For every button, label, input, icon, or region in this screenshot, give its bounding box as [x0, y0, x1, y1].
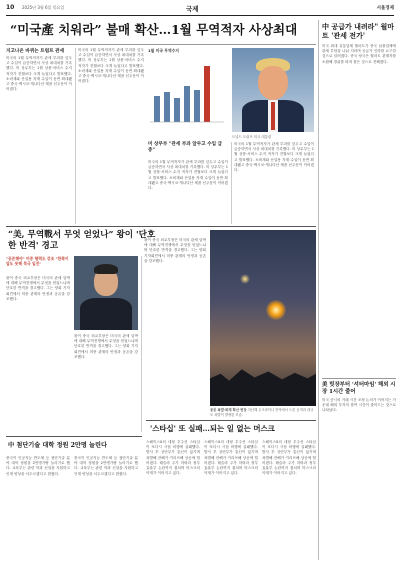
middle-headline: “美, 무역戰서 무엇 얻었나” 왕이 '단호한 반격' 경고: [8, 230, 156, 251]
right-body: 미국 최대 유통업체 월마트가 중국 납품업체에 관세 부담을 나눠 지라며 공급가 인하를 요구한 것으로 알려졌다. 중국 당국은 월마트 관계자를 소환해 경위를 따져 물은 것으로 전해졌다.: [322, 44, 396, 64]
bottom-body-col2: 스페이스X의 대형 우주선 스타십이 또다시 시험 비행에 실패했다. 발사 후 상단부가 통신이 끊기며 폭발해 잔해가 카리브해 상공에 떨어졌다. 테슬라 주가 하락과 정부효율부 논란까지 겹치며 머스크의 악재가 이어지고 있다.: [204, 440, 258, 476]
fire-glow: [266, 300, 286, 320]
explosion-caption-title: 공중 폭발·화재 확산 현장: [210, 408, 247, 412]
bottom-headline: '스타십' 또 실패…되는 일 없는 머스크: [150, 424, 275, 433]
bottom-left-body-col2: 중국이 인공지능 반도체 등 첨단기술 분야 대학 정원을 2만명가량 늘리기로 했다. 교육부는 관련 학과 신설을 지원하고 인재 양성을 서두르겠다고 밝혔다.: [74, 456, 138, 476]
middle-body-col1: 왕이 중국 외교부장은 미국의 관세 압박에 대해 무역전쟁에서 무엇을 얻었느냐며 단호한 반격을 경고했다. 그는 양회 기자회견에서 미중 관계의 안정과 공존을 강조했다.: [6, 276, 70, 301]
lead-body-col3: 미국의 1월 무역적자가 관세 부과를 앞두고 수입이 급증하면서 사상 최대치를 기록했다. 미 상무부는 1월 상품·서비스 수지 적자가 전월보다 크게 늘었다고 발표했다. 소비재와 산업용 자재 수입이 동반 확대됐고 중국·멕시코·캐나다산 제품 선주문이 이어졌다.: [148, 160, 228, 191]
right-box-body: 미국 증시의 거래 시간 조정 논의가 이어지는 가운데 해외 투자자 참여 시간이 줄어드는 것으로 나타났다.: [322, 398, 396, 413]
tie-shape: [271, 102, 275, 130]
chart-bar: [154, 96, 160, 122]
suit-shape: [80, 298, 132, 330]
lead-body-col4: 미국의 1월 무역적자가 관세 부과를 앞두고 수입이 급증하면서 사상 최대치를 기록했다. 미 상무부는 1월 상품·서비스 수지 적자가 전월보다 크게 늘었다고 발표했다. 소비재와 산업용 자재 수입이 동반 확대됐고 중국·멕시코·캐나다산 제품 선주문이 이어졌다.: [234, 142, 314, 173]
lead-headline: “미국產 치워라” 불매 확산…1월 무역적자 사상최대: [10, 22, 298, 37]
bottom-left-headline: 中 첨단기술 대학 정원 2만명 늘린다: [8, 442, 107, 449]
masthead: 서울경제: [376, 6, 394, 11]
chart-bar: [174, 98, 180, 122]
skyline-shape: [210, 360, 316, 406]
wangyi-photo: [74, 256, 138, 330]
trump-photo: [232, 48, 314, 132]
chart-bars: [148, 56, 228, 126]
explosion-photo: [210, 230, 316, 406]
bottom-left-body-col1: 중국이 인공지능 반도체 등 첨단기술 분야 대학 정원을 2만명가량 늘리기로 했다. 교육부는 관련 학과 신설을 지원하고 인재 양성을 서두르겠다고 밝혔다.: [6, 456, 70, 476]
trump-photo-caption: 도널드 트럼프 미국 대통령: [232, 135, 272, 139]
chart-title: 1월 미국 무역수지: [148, 48, 179, 53]
explosion-caption-detail: 지난해 우크라이나 전역에서 드론 공격과 대규모 폭발이 발생한 모습.: [210, 408, 314, 417]
lead-body-col1: 미국의 1월 무역적자가 관세 부과를 앞두고 수입이 급증하면서 사상 최대치를 기록했다. 미 상무부는 1월 상품·서비스 수지 적자가 전월보다 크게 늘었다고 발표했다. 소비재와 산업용 자재 수입이 동반 확대됐고 중국·멕시코·캐나다산 제품 선주문이 이어졌다.: [6, 56, 72, 92]
bottom-body-col1: 스페이스X의 대형 우주선 스타십이 또다시 시험 비행에 실패했다. 발사 후 상단부가 통신이 끊기며 폭발해 잔해가 카리브해 상공에 떨어졌다. 테슬라 주가 하락과 정부효율부 논란까지 겹치며 머스크의 악재가 이어지고 있다.: [146, 440, 200, 476]
section-name: 국제: [186, 5, 199, 13]
bottom-body-col3: 스페이스X의 대형 우주선 스타십이 또다시 시험 비행에 실패했다. 발사 후 상단부가 통신이 끊기며 폭발해 잔해가 카리브해 상공에 떨어졌다. 테슬라 주가 하락과 정부효율부 논란까지 겹치며 머스크의 악재가 이어지고 있다.: [262, 440, 316, 476]
chart-bar: [164, 92, 170, 122]
trade-chart: [148, 48, 228, 128]
lead-body-col2: 미국의 1월 무역적자가 관세 부과를 앞두고 수입이 급증하면서 사상 최대치를 기록했다. 미 상무부는 1월 상품·서비스 수지 적자가 전월보다 크게 늘었다고 발표했다. 소비재와 산업용 자재 수입이 동반 확대됐고 중국·멕시코·캐나다산 제품 선주문이 이어졌다.: [78, 48, 144, 84]
chart-bar: [204, 66, 210, 122]
middle-body-col3: 왕이 중국 외교부장은 미국의 관세 압박에 대해 무역전쟁에서 무엇을 얻었느냐며 단호한 반격을 경고했다. 그는 양회 기자회견에서 미중 관계의 안정과 공존을 강조했다.: [144, 238, 206, 263]
middle-side-kicker: "공존해야" 미중 협력도 강조 "한쪽이 압도 못해 북극 일진": [6, 256, 69, 266]
chart-bar: [184, 86, 190, 122]
hair-shape: [94, 264, 118, 274]
lead-kicker: 미 상무부 "관세 부과 앞두고 수입 급증": [148, 142, 223, 153]
issue-date: 2025년 3월 6일 목요일: [22, 5, 65, 10]
page-header: [6, 4, 394, 14]
right-box-headline: 美 빗장부터 '셔터마임' 해외 시장 1시간 줄어: [322, 382, 396, 395]
explosion-caption: [210, 408, 316, 417]
page-number: 10: [6, 4, 15, 11]
middle-body-col2: 왕이 중국 외교부장은 미국의 관세 압박에 대해 무역전쟁에서 무엇을 얻었느냐며 단호한 반격을 경고했다. 그는 양회 기자회견에서 미중 관계의 안정과 공존을 강조했다.: [74, 334, 138, 359]
right-headline: 中 공급가 내려라" 월마트 '관세 전가': [322, 22, 395, 40]
lead-subhead: 지고나온 바퀴는 트럼프 관세: [6, 49, 65, 54]
face-shape: [258, 66, 288, 100]
fire-glow: [240, 274, 250, 284]
chart-bar: [194, 90, 200, 122]
